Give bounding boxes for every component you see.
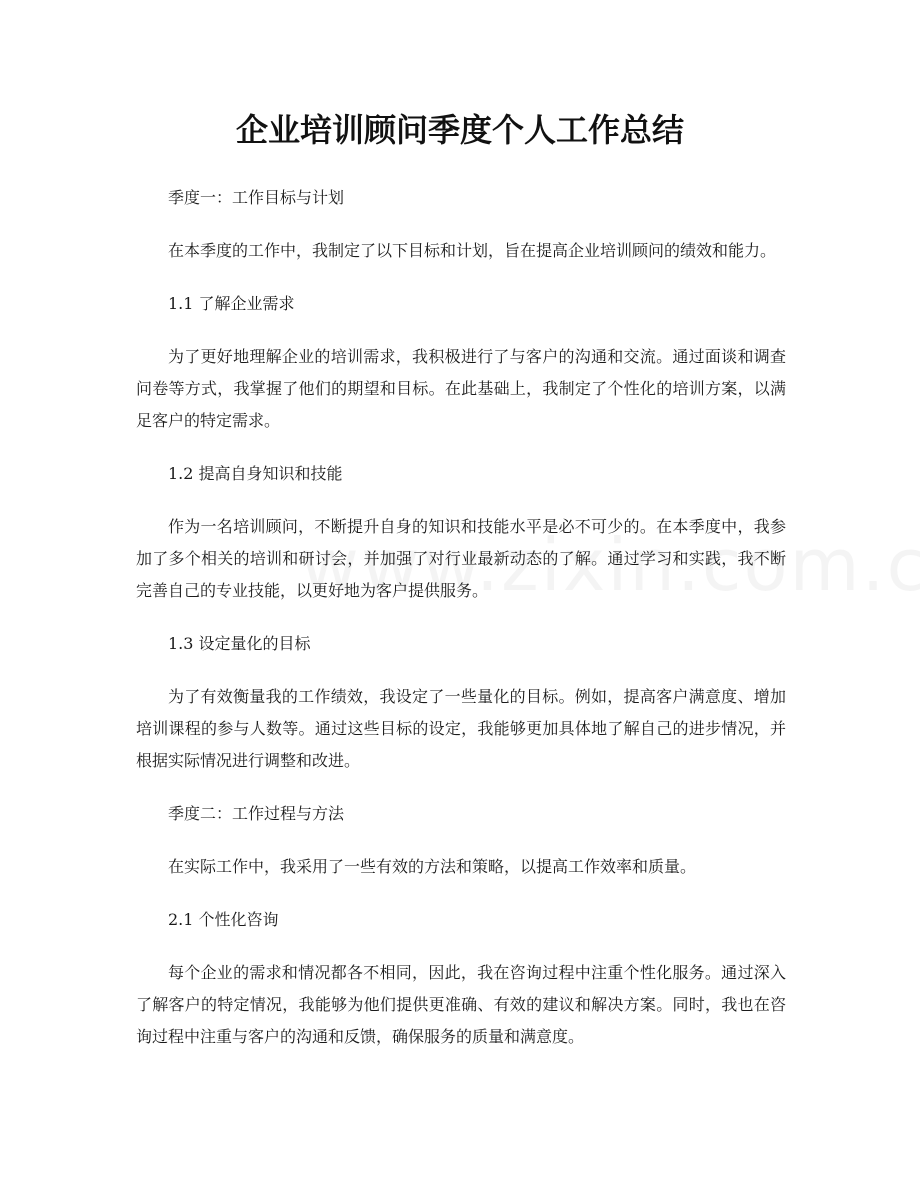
paragraph-q1-intro: 在本季度的工作中，我制定了以下目标和计划，旨在提高企业培训顾问的绩效和能力。 (168, 241, 777, 260)
subsection-heading-1-2: 1.2 提高自身知识和技能 (168, 464, 343, 483)
paragraph-1-1: 为了更好地理解企业的培训需求，我积极进行了与客户的沟通和交流。通过面谈和调查问卷等方式，我掌握了他们的期望和目标。在此基础上，我制定了个性化的培训方案，以满足客户的特定需求。 (136, 347, 786, 430)
subsection-heading-1-1: 1.1 了解企业需求 (168, 294, 295, 313)
paragraph-1-2: 作为一名培训顾问，不断提升自身的知识和技能水平是必不可少的。在本季度中，我参加了多个相关的培训和研讨会，并加强了对行业最新动态的了解。通过学习和实践，我不断完善自己的专业技能，以更好地为客户提供服务。 (136, 517, 786, 600)
paragraph-2-1: 每个企业的需求和情况都各不相同，因此，我在咨询过程中注重个性化服务。通过深入了解客户的特定情况，我能够为他们提供更准确、有效的建议和解决方案。同时，我也在咨询过程中注重与客户的沟通和反馈，确保服务的质量和满意度。 (136, 963, 786, 1046)
subsection-heading-1-3: 1.3 设定量化的目标 (168, 634, 311, 653)
paragraph-q2-intro: 在实际工作中，我采用了一些有效的方法和策略，以提高工作效率和质量。 (168, 857, 697, 876)
document-title: 企业培训顾问季度个人工作总结 (235, 111, 684, 149)
section-heading-q1: 季度一：工作目标与计划 (168, 188, 345, 207)
subsection-heading-2-1: 2.1 个性化咨询 (168, 910, 279, 929)
section-heading-q2: 季度二：工作过程与方法 (168, 804, 345, 823)
document-body (136, 182, 786, 1053)
paragraph-1-3: 为了有效衡量我的工作绩效，我设定了一些量化的目标。例如，提高客户满意度、增加培训课程的参与人数等。通过这些目标的设定，我能够更加具体地了解自己的进步情况，并根据实际情况进行调整和改进。 (136, 687, 786, 770)
